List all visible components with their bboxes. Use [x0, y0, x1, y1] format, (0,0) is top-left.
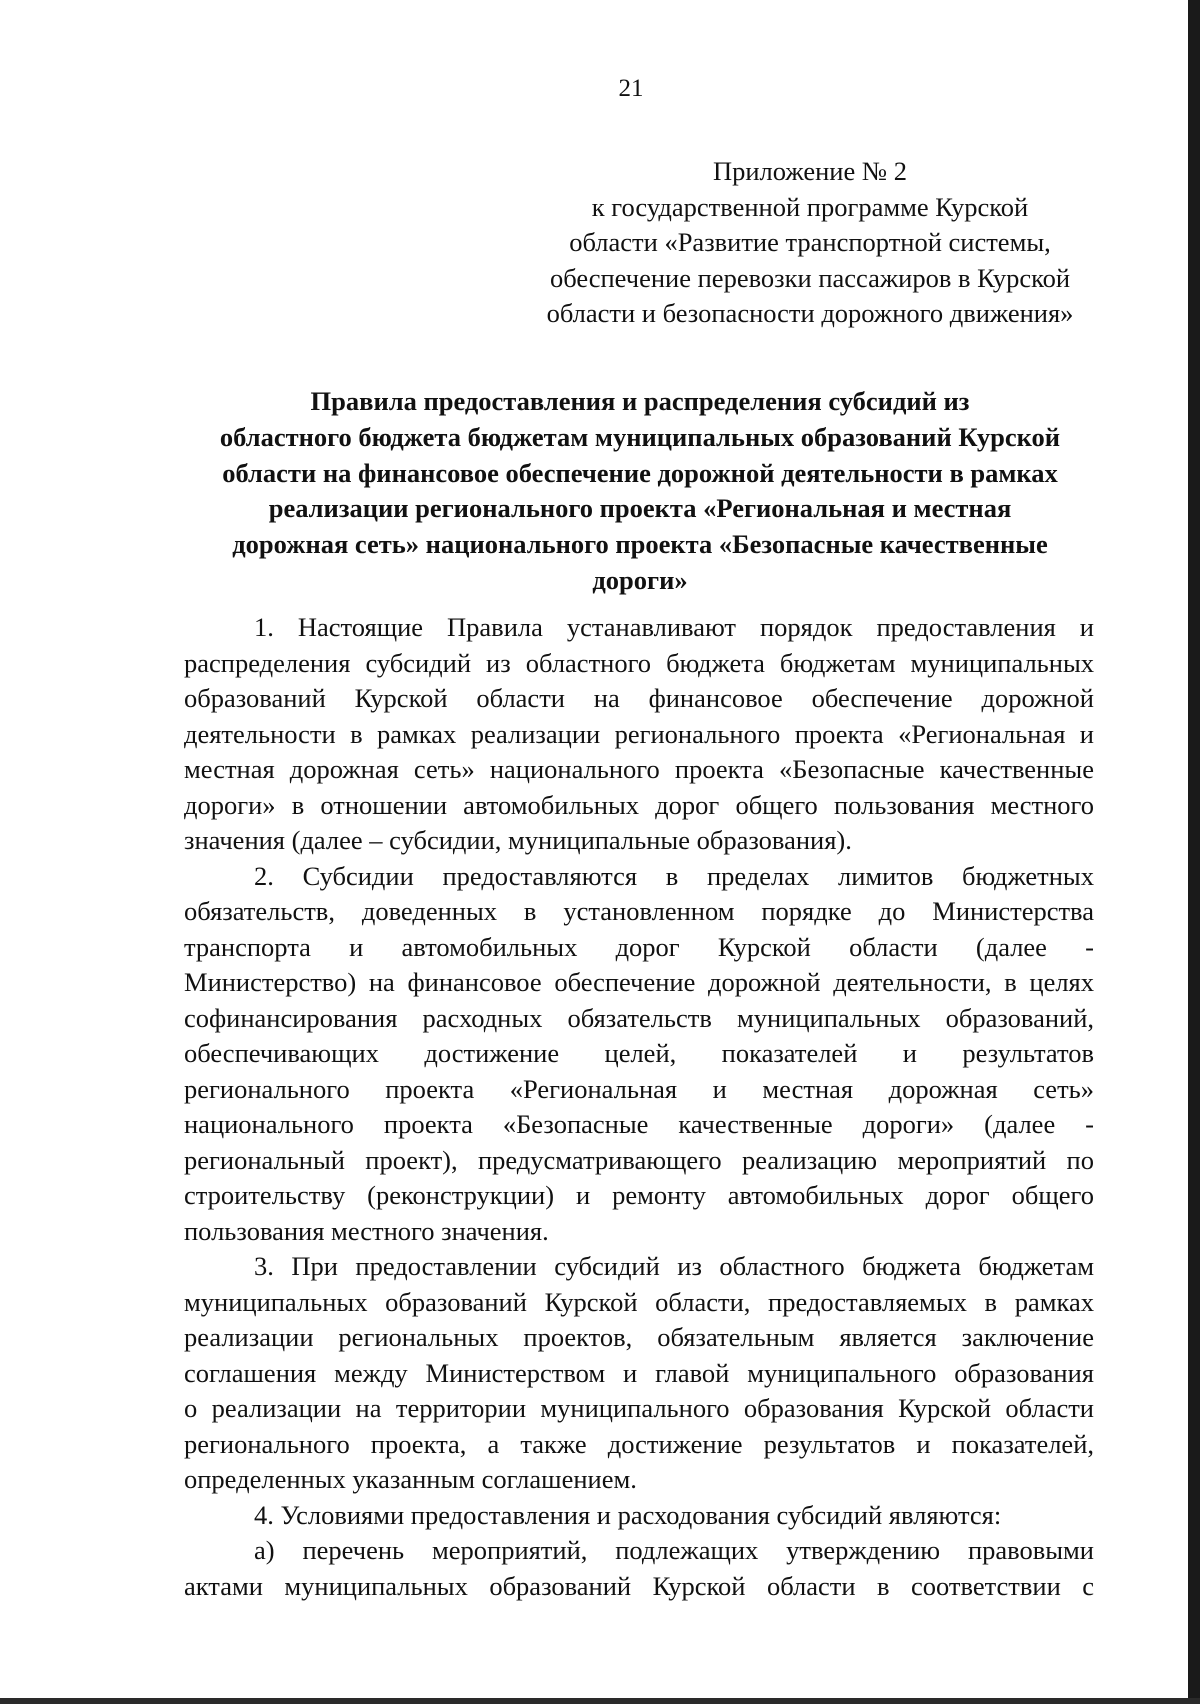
paragraph-2-line: пользования местного значения.	[184, 1215, 549, 1246]
paragraph-1-line: деятельности в рамках реализации регионального проекта «Региональная и	[184, 718, 1094, 749]
document-title	[160, 384, 1120, 599]
page-number: 21	[618, 75, 644, 102]
appendix-header	[500, 154, 1120, 332]
paragraph-2-line: Министерство) на финансовое обеспечение дорожной деятельности, в целях	[184, 967, 1094, 997]
title-line: области на финансовое обеспечение дорожной деятельности в рамках	[222, 457, 1058, 488]
title-line: реализации регионального проекта «Региональная и местная	[268, 493, 1012, 524]
paragraph-2-line: обязательств, доведенных в установленном порядке до Министерства	[184, 896, 1094, 926]
paragraph-2-line: региональный проект), предусматривающего реализацию мероприятий по	[184, 1144, 1094, 1175]
appendix-line: области «Развитие транспортной системы,	[569, 227, 1051, 257]
paragraph-3-line: реализации региональных проектов, обязательным является заключение	[184, 1322, 1094, 1352]
paragraph-3-line: муниципальных образований Курской области, предоставляемых в рамках	[184, 1286, 1094, 1317]
paragraph-3-line: о реализации на территории муниципального образования Курской области	[184, 1393, 1094, 1423]
paragraph-1-line: образований Курской области на финансовое обеспечение дорожной	[184, 683, 1094, 713]
paragraph-1-line: распределения субсидий из областного бюджета бюджетам муниципальных	[184, 647, 1094, 678]
paragraph-1-line: дороги» в отношении автомобильных дорог общего пользования местного	[184, 789, 1094, 820]
paragraph-4-line: 4. Условиями предоставления и расходования субсидий являются:	[254, 1499, 1002, 1530]
title-line: дорожная сеть» национального проекта «Безопасные качественные	[232, 529, 1048, 560]
paragraph-3-line: регионального проекта, а также достижение результатов и показателей,	[184, 1428, 1094, 1459]
subitem-a-line: актами муниципальных образований Курской области в соответствии с	[184, 1570, 1094, 1601]
title-line: Правила предоставления и распределения субсидий из	[310, 386, 970, 416]
paragraph-1-line: 1. Настоящие Правила устанавливают порядок предоставления и	[254, 612, 1094, 642]
paragraph-2-line: национального проекта «Безопасные качественные дороги» (далее -	[184, 1109, 1094, 1139]
title-line: областного бюджета бюджетам муниципальных образований Курской	[219, 421, 1061, 452]
paragraph-2-line: обеспечивающих достижение целей, показателей и результатов	[184, 1038, 1094, 1068]
appendix-line: области и безопасности дорожного движения»	[546, 298, 1074, 328]
appendix-line: обеспечение перевозки пассажиров в Курской	[549, 262, 1071, 293]
subitem-a-line: а) перечень мероприятий, подлежащих утверждению правовыми	[254, 1535, 1094, 1565]
scan-border-right	[1188, 0, 1200, 1704]
document-body	[184, 610, 1094, 1604]
appendix-line: Приложение № 2	[712, 156, 907, 186]
paragraph-2-line: софинансирования расходных обязательств муниципальных образований,	[184, 1002, 1094, 1033]
title-line: дороги»	[592, 564, 688, 595]
paragraph-2-line: регионального проекта «Региональная и местная дорожная сеть»	[184, 1073, 1094, 1104]
paragraph-3-line: соглашения между Министерством и главой муниципального образования	[184, 1357, 1094, 1388]
appendix-line: к государственной программе Курской	[591, 191, 1029, 222]
paragraph-2-line: транспорта и автомобильных дорог Курской области (далее -	[184, 931, 1094, 962]
paragraph-1-line: значения (далее – субсидии, муниципальные образования).	[184, 825, 852, 855]
paragraph-2-line: 2. Субсидии предоставляются в пределах лимитов бюджетных	[254, 860, 1094, 891]
paragraph-3-line: определенных указанным соглашением.	[184, 1464, 637, 1494]
paragraph-3-line: 3. При предоставлении субсидий из областного бюджета бюджетам	[254, 1251, 1094, 1281]
scan-border-bottom	[0, 1698, 1200, 1704]
paragraph-1-line: местная дорожная сеть» национального проекта «Безопасные качественные	[184, 754, 1094, 784]
paragraph-2-line: строительству (реконструкции) и ремонту автомобильных дорог общего	[184, 1180, 1094, 1210]
